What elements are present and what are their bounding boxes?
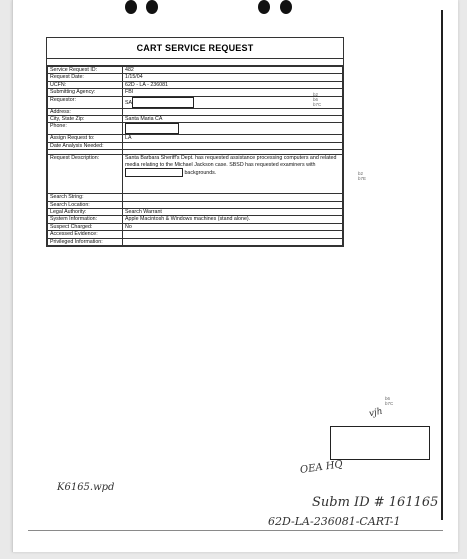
- handwritten-initials: vjh: [368, 406, 384, 420]
- field-value: Search Warrant: [123, 209, 343, 216]
- cart-service-request-form: [46, 37, 344, 247]
- table-row: [48, 89, 343, 96]
- page-bottom-line: [28, 530, 443, 531]
- field-value: 482: [123, 67, 343, 74]
- table-row: [48, 223, 343, 230]
- table-row: [48, 216, 343, 223]
- form-spacer: [47, 59, 343, 66]
- field-value: [123, 194, 343, 201]
- redaction-box: [125, 123, 179, 134]
- field-label: Suspect Charged:: [48, 223, 123, 230]
- redaction-box-signature: [330, 426, 430, 460]
- request-fields-table: [47, 66, 343, 246]
- table-row: [48, 123, 343, 135]
- field-label: Search Location:: [48, 201, 123, 208]
- description-text: Santa Barbara Sheriff's Dept. has requested assistance processing computers and related media relating to the Michael Jackson case. SBSD has requested examiners with: [125, 155, 337, 168]
- field-label: Request Date:: [48, 74, 123, 81]
- field-value: FBI: [123, 89, 343, 96]
- table-row: [48, 135, 343, 142]
- field-value: Santa Maria CA: [123, 116, 343, 123]
- field-value: [123, 96, 343, 108]
- table-row: [48, 155, 343, 194]
- field-value: No: [123, 223, 343, 230]
- table-row: [48, 116, 343, 123]
- table-row: [48, 142, 343, 149]
- field-label: Search String:: [48, 194, 123, 201]
- page-edge-line: [441, 10, 443, 520]
- field-label: Legal Authority:: [48, 209, 123, 216]
- redaction-box: [125, 168, 183, 177]
- field-value: 62D - LA - 236081: [123, 81, 343, 88]
- exemption-codes-description: b2 b7E: [358, 171, 367, 181]
- exemption-codes-signature: b6 b7C: [385, 396, 394, 406]
- field-label: City, State Zip:: [48, 116, 123, 123]
- field-label: Request Description:: [48, 155, 123, 194]
- field-label: Phone:: [48, 123, 123, 135]
- field-label: Date Analysis Needed:: [48, 142, 123, 149]
- field-label: Privileged Information:: [48, 238, 123, 245]
- field-value: [123, 231, 343, 238]
- punch-hole: [258, 0, 270, 14]
- handwritten-case-number: 62D-LA-236081-CART-1: [268, 515, 401, 528]
- form-title: CART SERVICE REQUEST: [47, 38, 343, 59]
- table-row: [48, 81, 343, 88]
- field-value: [123, 142, 343, 149]
- redaction-box: [132, 97, 194, 108]
- handwritten-office: OEA HQ: [299, 459, 344, 476]
- punch-hole: [280, 0, 292, 14]
- field-label: UCFN:: [48, 81, 123, 88]
- table-row: [48, 201, 343, 208]
- request-description: [123, 155, 343, 194]
- field-value: Apple Macintosh & Windows machines (stand alone).: [123, 216, 343, 223]
- field-label: Submitting Agency:: [48, 89, 123, 96]
- field-label: Service Request ID:: [48, 67, 123, 74]
- punch-hole: [146, 0, 158, 14]
- table-row: [48, 194, 343, 201]
- table-row: [48, 231, 343, 238]
- field-value: LA: [123, 135, 343, 142]
- table-row: [48, 74, 343, 81]
- description-text-end: backgrounds.: [184, 169, 217, 176]
- field-value: [123, 108, 343, 115]
- field-value: [123, 123, 343, 135]
- table-row: [48, 67, 343, 74]
- field-label: Requestor:: [48, 96, 123, 108]
- table-row: [48, 209, 343, 216]
- handwritten-submission-id: Subm ID # 161165: [312, 495, 439, 510]
- table-row: [48, 108, 343, 115]
- field-label: Address:: [48, 108, 123, 115]
- requestor-value: SA: [125, 99, 133, 106]
- field-label: Accessed Evidence:: [48, 231, 123, 238]
- field-value: [123, 201, 343, 208]
- field-value: [123, 238, 343, 245]
- exemption-codes-requestor: b2 b6 b7C: [313, 92, 322, 107]
- handwritten-filename: K6165.wpd: [57, 482, 115, 493]
- table-row: [48, 96, 343, 108]
- field-label: Assign Request to:: [48, 135, 123, 142]
- punch-hole: [125, 0, 137, 14]
- field-value: 1/15/04: [123, 74, 343, 81]
- field-label: System Information:: [48, 216, 123, 223]
- table-row: [48, 238, 343, 245]
